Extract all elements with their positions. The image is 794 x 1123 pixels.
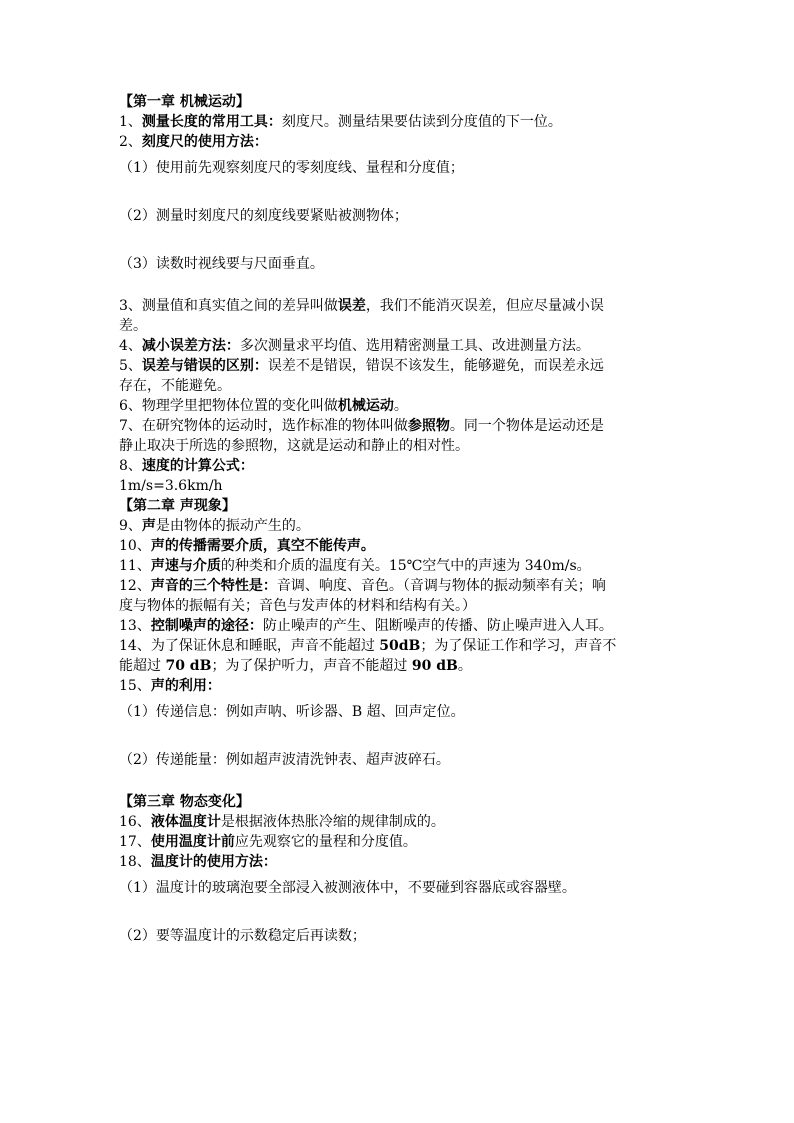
- item-text: 是根据液体热胀冷缩的规律制成的。: [220, 814, 445, 830]
- item-12: [119, 576, 679, 596]
- item-text: 刻度尺。测量结果要估读到分度值的下一位。: [281, 114, 562, 130]
- item-text: ；为了保护听力，声音不能超过: [211, 658, 412, 674]
- item-term: 温度计的使用方法：: [150, 854, 277, 870]
- item-text: 多次测量求平均值、选用精密测量工具、改进测量方法。: [239, 338, 590, 354]
- item-text: 。同一个物体是运动还是: [449, 418, 604, 434]
- item-term: 刻度尺的使用方法：: [141, 134, 268, 150]
- item-term: 声的利用：: [150, 678, 221, 694]
- item-text: 能超过: [119, 658, 166, 674]
- item-18: [119, 852, 679, 872]
- item-text: 的种类和介质的温度有关。15℃空气中的声速为 340m/s。: [220, 558, 591, 574]
- item-14: [119, 636, 679, 656]
- item-5-cont: 存在，不能避免。: [119, 378, 231, 394]
- item-term: 控制噪声的途径：: [150, 618, 263, 634]
- item-term: 使用温度计前: [150, 834, 235, 850]
- item-14-cont: [119, 656, 679, 676]
- item-text: 7、在研究物体的运动时，选作标准的物体叫做: [119, 418, 408, 434]
- item-num: 18、: [119, 854, 151, 870]
- sub-item-1-2: （2）测量时刻度尺的刻度线要紧贴被测物体；: [119, 208, 408, 224]
- item-11: [119, 556, 679, 576]
- item-12-cont: 度与物体的振幅有关；音色与发声体的材料和结构有关。）: [119, 598, 476, 614]
- item-text: 。: [457, 658, 472, 674]
- item-num: 2、: [119, 134, 142, 150]
- item-term: 50dB: [379, 638, 421, 654]
- item-term: 减小误差方法：: [141, 338, 240, 354]
- item-text: 应先观察它的量程和分度值。: [234, 834, 417, 850]
- item-text: 3、测量值和真实值之间的差异叫做: [119, 298, 338, 314]
- item-8: [119, 456, 679, 476]
- item-term: 机械运动: [337, 398, 394, 414]
- item-num: 8、: [119, 458, 142, 474]
- item-13: [119, 616, 679, 636]
- item-text: 6、物理学里把物体位置的变化叫做: [119, 398, 338, 414]
- item-num: 10、: [119, 538, 151, 554]
- item-term: 声音的三个特性是：: [150, 578, 277, 594]
- item-term: 误差: [337, 298, 366, 314]
- item-6: [119, 396, 679, 416]
- item-text: 14、为了保证休息和睡眠，声音不能超过: [119, 638, 380, 654]
- item-4: [119, 336, 679, 356]
- item-text: 音调、响度、音色。（音调与物体的振动频率有关；响: [276, 578, 606, 594]
- item-term: 参照物: [407, 418, 450, 434]
- item-5: [119, 356, 679, 376]
- item-term: 声: [141, 518, 156, 534]
- item-text: 。: [393, 398, 408, 414]
- document-page: [119, 92, 679, 946]
- item-num: 5、: [119, 358, 142, 374]
- sub-item-2-2: （2）传递能量：例如超声波清洗钟表、超声波碎石。: [119, 752, 450, 768]
- item-10: [119, 536, 679, 556]
- item-text: ；为了保证工作和学习，声音不: [420, 638, 617, 654]
- item-term: 液体温度计: [150, 814, 221, 830]
- item-term: 测量长度的常用工具：: [141, 114, 282, 130]
- sub-item-2-1: （1）传递信息：例如声呐、听诊器、B 超、回声定位。: [119, 704, 465, 720]
- chapter-1-heading: 【第一章 机械运动】: [119, 94, 250, 110]
- item-term: 声速与介质: [150, 558, 221, 574]
- item-term: 90 dB: [411, 658, 458, 674]
- item-3-cont: 差。: [119, 318, 147, 334]
- item-num: 15、: [119, 678, 151, 694]
- item-1: [119, 112, 679, 132]
- item-text: 是由物体的振动产生的。: [155, 518, 310, 534]
- item-num: 4、: [119, 338, 142, 354]
- item-num: 1、: [119, 114, 142, 130]
- formula-line: 1m/s=3.6km/h: [119, 478, 223, 494]
- item-text: 防止噪声的产生、阻断噪声的传播、防止噪声进入人耳。: [262, 618, 613, 634]
- chapter-2-heading: 【第二章 声现象】: [119, 498, 236, 514]
- item-num: 9、: [119, 518, 142, 534]
- item-num: 11、: [119, 558, 151, 574]
- item-15: [119, 676, 679, 696]
- item-num: 17、: [119, 834, 151, 850]
- item-text: ，我们不能消灭误差，但应尽量减小误: [365, 298, 604, 314]
- item-num: 12、: [119, 578, 151, 594]
- sub-item-3-1: （1）温度计的玻璃泡要全部浸入被测液体中，不要碰到容器底或容器壁。: [119, 880, 576, 896]
- item-7: [119, 416, 679, 436]
- item-num: 16、: [119, 814, 151, 830]
- sub-item-1-3: （3）读数时视线要与尺面垂直。: [119, 256, 324, 272]
- sub-item-3-2: （2）要等温度计的示数稳定后再读数；: [119, 928, 366, 944]
- item-7-cont: 静止取决于所选的参照物，这就是运动和静止的相对性。: [119, 438, 469, 454]
- item-num: 13、: [119, 618, 151, 634]
- item-9: [119, 516, 679, 536]
- item-term: 误差与错误的区别：: [141, 358, 268, 374]
- sub-item-1-1: （1）使用前先观察刻度尺的零刻度线、量程和分度值；: [119, 160, 464, 176]
- item-17: [119, 832, 679, 852]
- item-2: [119, 132, 679, 152]
- item-3: [119, 296, 679, 316]
- item-term: 速度的计算公式：: [141, 458, 254, 474]
- item-term: 声的传播需要介质，真空不能传声。: [150, 538, 375, 554]
- item-term: 70 dB: [165, 658, 212, 674]
- item-text: 误差不是错误，错误不该发生，能够避免，而误差永远: [267, 358, 604, 374]
- item-16: [119, 812, 679, 832]
- chapter-3-heading: 【第三章 物态变化】: [119, 794, 250, 810]
